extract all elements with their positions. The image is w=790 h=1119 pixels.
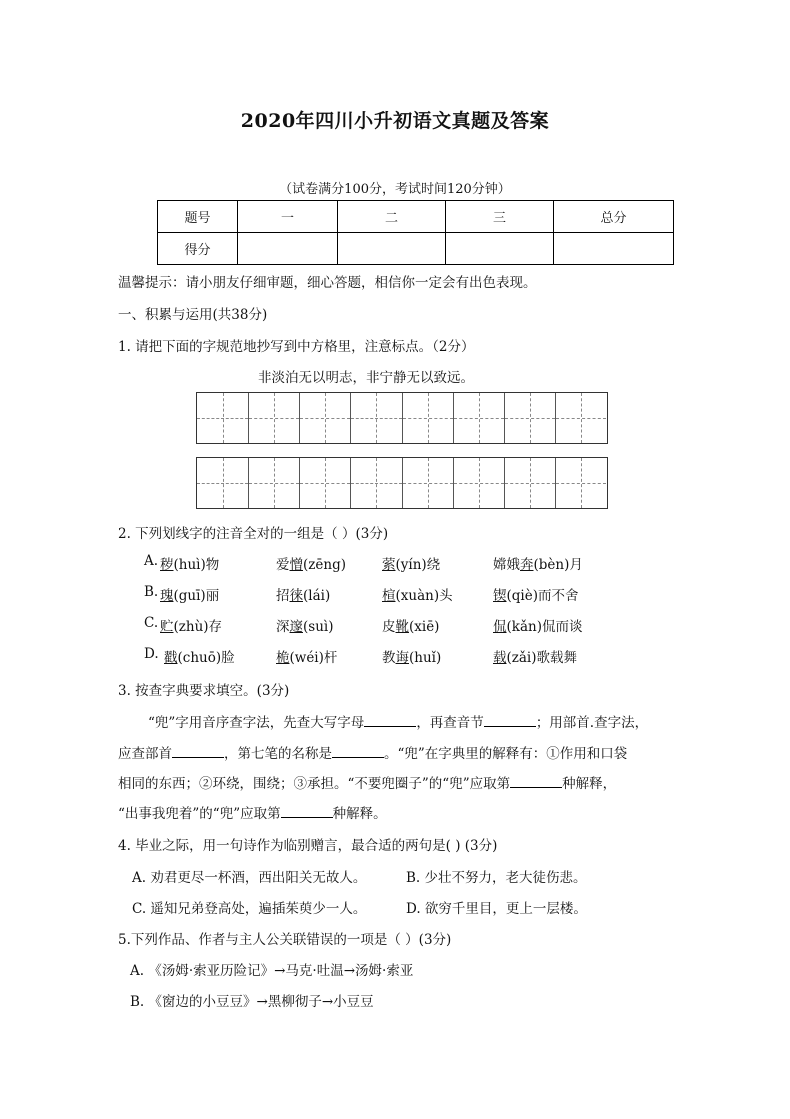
pinyin-text: (zhù)存 (173, 619, 223, 635)
pinyin-text: 爱 (276, 557, 290, 573)
underlined-char: 载 (493, 650, 507, 666)
pinyin-item (276, 615, 333, 635)
pinyin-text: 招 (276, 588, 290, 604)
grid-guide (274, 393, 275, 443)
q3-text: 应查部首 (118, 746, 172, 762)
underlined-char: 楦 (382, 588, 396, 604)
grid-guide (274, 458, 275, 508)
grid-cell[interactable] (299, 458, 350, 508)
writing-grid[interactable] (196, 457, 608, 509)
question-3-line (118, 802, 387, 822)
underlined-char: 贮 (160, 619, 174, 635)
grid-guide (479, 458, 480, 508)
pinyin-text: (zēng) (303, 557, 346, 573)
pinyin-text: 深 (276, 619, 290, 635)
q3-text: 。“兜”在字典里的解释有：①作用和口袋 (384, 746, 628, 762)
option-letter: B. (144, 584, 159, 600)
grid-cell[interactable] (402, 393, 453, 443)
pinyin-text: (kǎn)侃而谈 (506, 619, 583, 635)
pinyin-text: (lái) (303, 588, 331, 604)
pinyin-item (160, 553, 219, 573)
underlined-char: 靴 (395, 619, 409, 635)
score-table-header: 三 (446, 201, 554, 233)
score-table-header: 总分 (554, 201, 674, 233)
underlined-char: 憎 (289, 557, 303, 573)
grid-guide (581, 458, 582, 508)
grid-cell[interactable] (350, 458, 401, 508)
question-3-prompt: 3. 按查字典要求填空。(3分) (118, 683, 290, 699)
pinyin-item (276, 553, 346, 573)
pinyin-text: (qiè)而不舍 (506, 588, 579, 604)
question-5-prompt: 5.下列作品、作者与主人公关联错误的一项是（ ）(3分) (118, 932, 452, 948)
pinyin-item (276, 646, 337, 666)
copy-sentence: 非淡泊无以明志，非宁静无以致远。 (258, 370, 474, 386)
underlined-char: 萦 (382, 557, 396, 573)
pinyin-item (493, 584, 578, 604)
score-cell[interactable] (338, 233, 446, 265)
grid-guide (479, 393, 480, 443)
answer-blank[interactable] (484, 712, 536, 727)
exam-info: （试卷满分100分，考试时间120分钟） (279, 182, 511, 197)
section-heading: 一、积累与运用(共38分) (118, 307, 268, 323)
score-table-header: 二 (338, 201, 446, 233)
grid-cell[interactable] (248, 393, 299, 443)
pinyin-item (382, 615, 439, 635)
score-table (157, 200, 674, 265)
score-table-header: 题号 (158, 201, 238, 233)
question-4-option-c: C. 遥知兄弟登高处，遍插茱萸少一人。 (132, 901, 367, 917)
question-5-option-b: B. 《窗边的小豆豆》→黑柳彻子→小豆豆 (130, 994, 374, 1010)
pinyin-text: (huì)物 (173, 557, 220, 573)
score-table-header: 一 (238, 201, 338, 233)
underlined-char: 诲 (395, 650, 409, 666)
pinyin-item (160, 615, 222, 635)
answer-blank[interactable] (172, 743, 224, 758)
score-table-header-row (158, 201, 674, 233)
question-5-option-a: A. 《汤姆·索亚历险记》→马克·吐温→汤姆·索亚 (130, 963, 414, 979)
pinyin-item (276, 584, 330, 604)
grid-cell[interactable] (248, 458, 299, 508)
grid-cell[interactable] (197, 458, 248, 508)
question-4-option-b: B. 少壮不努力，老大徒伤悲。 (406, 870, 587, 886)
q3-text: ，第七笔的名称是 (224, 746, 332, 762)
grid-guide (581, 393, 582, 443)
pinyin-item (493, 553, 583, 573)
pinyin-text: (xuàn)头 (395, 588, 453, 604)
pinyin-text: (yín)绕 (395, 557, 441, 573)
score-cell[interactable] (554, 233, 674, 265)
answer-blank[interactable] (510, 773, 562, 788)
pinyin-text: (zǎi)歌载舞 (506, 650, 578, 666)
pinyin-text: 教 (382, 650, 396, 666)
q3-text: “出事我兜着”的“兜”应取第 (118, 806, 281, 822)
grid-guide (223, 393, 224, 443)
pinyin-item (382, 584, 453, 604)
question-1-prompt: 1. 请把下面的字规范地抄写到中方格里，注意标点。（2分） (118, 339, 475, 355)
answer-blank[interactable] (364, 712, 416, 727)
writing-grid[interactable] (196, 392, 608, 444)
question-3-line (148, 711, 648, 731)
pinyin-item (382, 646, 441, 666)
tip-text: 温馨提示：请小朋友仔细审题，细心答题，相信你一定会有出色表现。 (118, 275, 537, 291)
grid-guide (530, 458, 531, 508)
score-table-score-row (158, 233, 674, 265)
underlined-char: 侃 (493, 619, 507, 635)
pinyin-text: 皮 (382, 619, 396, 635)
q3-text: 种解释， (562, 776, 617, 792)
pinyin-item (493, 615, 582, 635)
score-cell[interactable] (446, 233, 554, 265)
grid-guide (325, 458, 326, 508)
question-2-prompt: 2. 下列划线字的注音全对的一组是（ ）(3分) (118, 526, 389, 542)
pinyin-text: (bèn)月 (533, 557, 583, 573)
grid-cell[interactable] (504, 458, 555, 508)
answer-blank[interactable] (332, 743, 384, 758)
underlined-char: 瑰 (160, 588, 174, 604)
grid-guide (223, 458, 224, 508)
grid-guide (325, 393, 326, 443)
underlined-char: 秽 (160, 557, 174, 573)
grid-cell[interactable] (350, 393, 401, 443)
q3-text: 相同的东西；②环绕，围绕；③承担。“不要兜圈子”的“兜”应取第 (118, 776, 511, 792)
grid-guide (376, 393, 377, 443)
grid-guide (428, 458, 429, 508)
grid-cell[interactable] (402, 458, 453, 508)
question-4-option-a: A. 劝君更尽一杯酒，西出阳关无故人。 (132, 870, 367, 886)
underlined-char: 徕 (289, 588, 303, 604)
option-letter: C. (144, 615, 159, 631)
pinyin-text: (suì) (303, 619, 334, 635)
q3-text: 种解释。 (332, 806, 387, 822)
grid-cell[interactable] (555, 458, 606, 508)
pinyin-item (382, 553, 440, 573)
page-title: 2020年四川小升初语文真题及答案 (240, 110, 550, 132)
pinyin-text: (xiē) (409, 619, 440, 635)
pinyin-text: (chuō)脸 (177, 650, 235, 666)
pinyin-item (160, 584, 219, 604)
option-letter: A. (144, 553, 159, 569)
question-3-line (118, 772, 616, 792)
grid-cell[interactable] (555, 393, 606, 443)
score-cell[interactable] (238, 233, 338, 265)
underlined-char: 锲 (493, 588, 507, 604)
pinyin-text: (guī)丽 (173, 588, 220, 604)
question-3-line (118, 742, 627, 762)
grid-cell[interactable] (453, 458, 504, 508)
pinyin-text: (huǐ) (409, 650, 442, 666)
grid-cell[interactable] (197, 393, 248, 443)
question-4-prompt: 4. 毕业之际，用一句诗作为临别赠言，最合适的两句是( ) (3分) (118, 838, 498, 854)
q3-text: “兜”字用音序查字法，先查大写字母 (148, 715, 365, 731)
pinyin-item (493, 646, 577, 666)
pinyin-text: (wéi)杆 (289, 650, 338, 666)
grid-cell[interactable] (453, 393, 504, 443)
grid-cell[interactable] (299, 393, 350, 443)
underlined-char: 戳 (164, 650, 178, 666)
q3-text: ；用部首.查字法， (535, 715, 649, 731)
grid-guide (530, 393, 531, 443)
underlined-char: 桅 (276, 650, 290, 666)
grid-guide (376, 458, 377, 508)
option-letter: D. (144, 646, 159, 662)
answer-blank[interactable] (281, 803, 333, 818)
grid-cell[interactable] (504, 393, 555, 443)
underlined-char: 奔 (520, 557, 534, 573)
pinyin-item (164, 646, 235, 666)
q3-text: ，再查音节 (416, 715, 484, 731)
question-4-option-d: D. 欲穷千里目，更上一层楼。 (406, 901, 587, 917)
underlined-char: 邃 (289, 619, 303, 635)
grid-guide (428, 393, 429, 443)
score-row-label: 得分 (158, 233, 238, 265)
pinyin-text: 嫦娥 (493, 557, 520, 573)
